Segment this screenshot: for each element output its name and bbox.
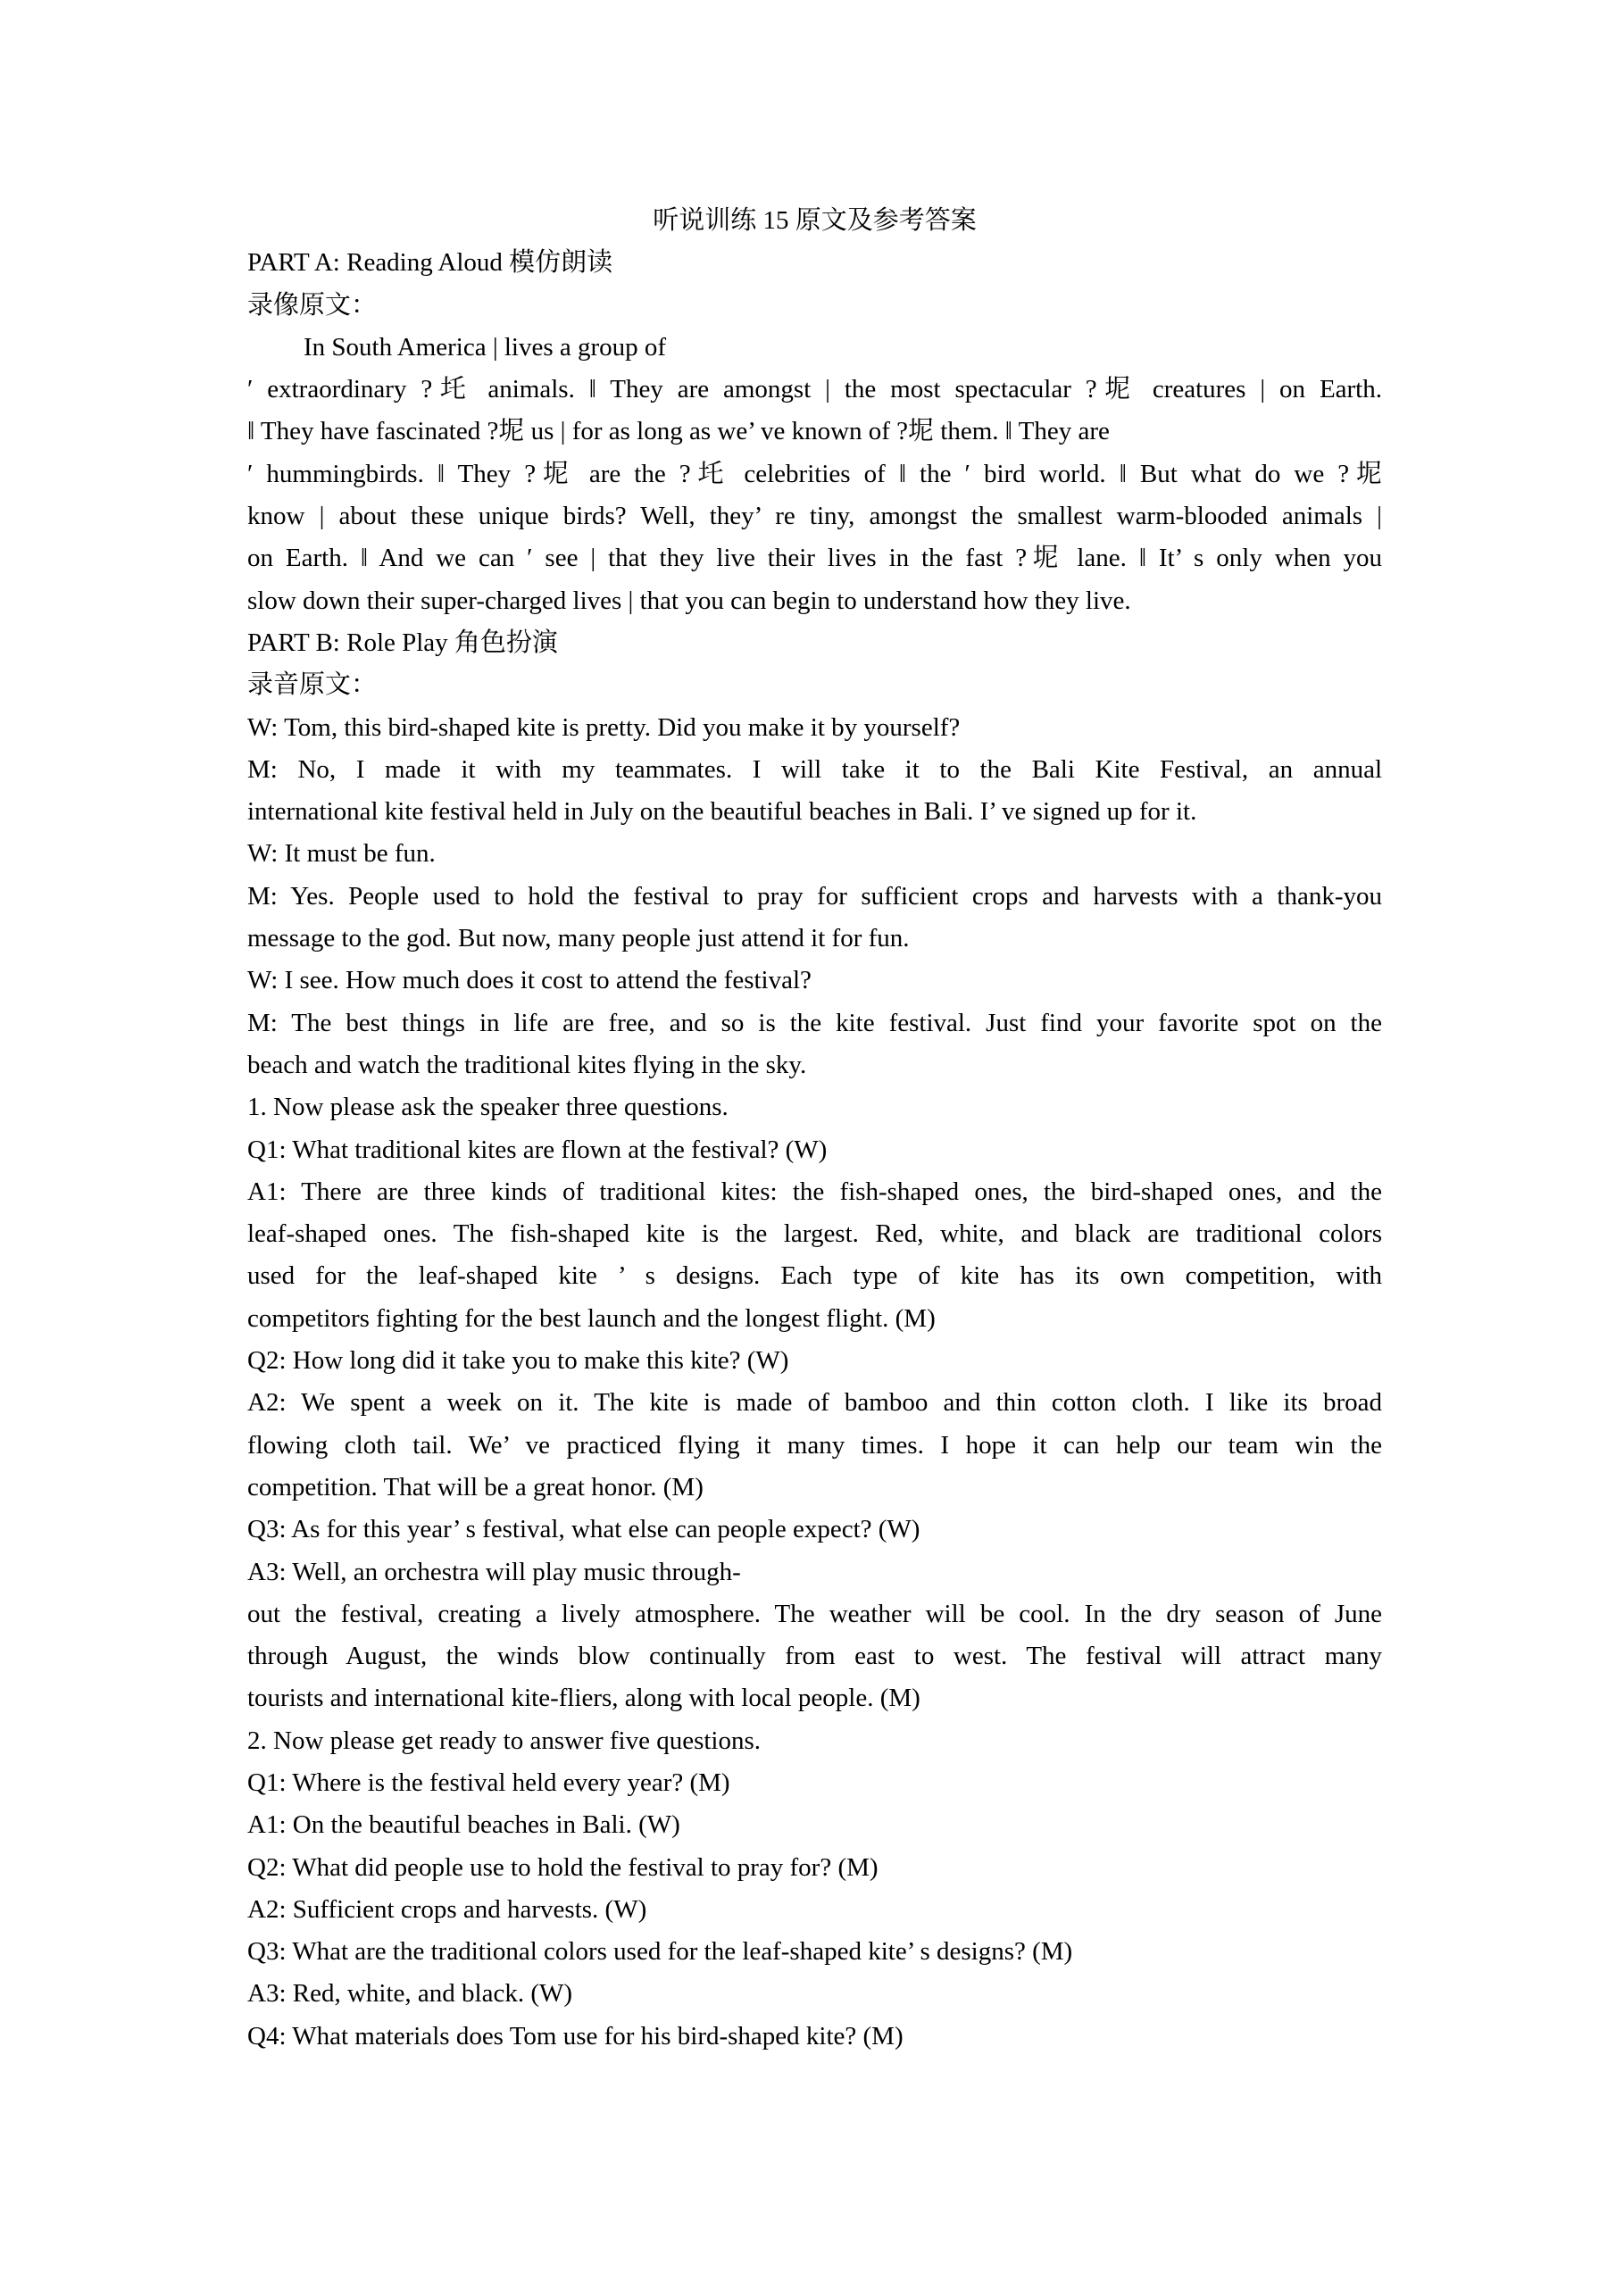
text-line: A2: Sufficient crops and harvests. (W) [247,1894,647,1924]
text-line: PART B: Role Play 角色扮演 [247,628,558,657]
text-line: ′ extraordinary ?圫 animals. ‖ They are amongst | the most spectacular ?坭 creatures | on Earth. [247,375,1382,404]
text-line: used for the leaf-shaped kite ’ s designs. Each type of kite has its own competition, with [247,1261,1382,1291]
text-line: 1. Now please ask the speaker three questions. [247,1093,729,1122]
document-title: 听说训练 15 原文及参考答案 [653,206,977,235]
text-line: ′ hummingbirds. ‖ They ?坭 are the ?圫 celebrities of ‖ the ′ bird world. ‖ But what do we ?坭 [247,459,1382,488]
text-line: tourists and international kite-fliers, along with local people. (M) [247,1684,920,1713]
text-line: A1: On the beautiful beaches in Bali. (W) [247,1810,680,1840]
text-line: message to the god. But now, many people just attend it for fun. [247,924,910,953]
text-line: 录音原文： [247,670,378,700]
text-line: ‖ They have fascinated ?坭 us | for as long as we’ ve known of ?坭 them. ‖ They are [247,417,1110,446]
document-body [247,200,1382,2058]
text-line: Q3: As for this year’ s festival, what else can people expect? (W) [247,1515,920,1544]
text-line: slow down their super-charged lives | that you can begin to understand how they live. [247,586,1131,615]
text-line: In South America | lives a group of [304,332,667,362]
text-line: M: Yes. People used to hold the festival to pray for sufficient crops and harvests with a thank-you [247,881,1382,911]
text-line: flowing cloth tail. We’ ve practiced flying it many times. I hope it can help our team win the [247,1430,1382,1460]
text-line: 录像原文： [247,290,378,320]
text-line: Q3: What are the traditional colors used for the leaf-shaped kite’ s designs? (M) [247,1937,1073,1967]
text-line: Q2: How long did it take you to make this kite? (W) [247,1346,789,1376]
text-line: Q1: Where is the festival held every year? (M) [247,1768,730,1797]
text-line: M: The best things in life are free, and so is the kite festival. Just find your favorite spot on the [247,1008,1382,1037]
text-line: PART A: Reading Aloud 模仿朗读 [247,248,613,278]
text-line: W: Tom, this bird-shaped kite is pretty. Did you make it by yourself? [247,712,961,742]
text-line: A3: Red, white, and black. (W) [247,1979,573,2009]
text-line: on Earth. ‖ And we can ′ see | that they live their lives in the fast ?坭 lane. ‖ It’ s only when you [247,544,1382,573]
text-line: A2: We spent a week on it. The kite is made of bamboo and thin cotton cloth. I like its broad [247,1388,1382,1418]
text-line: international kite festival held in July on the beautiful beaches in Bali. I’ ve signed up for it. [247,797,1197,827]
text-line: competition. That will be a great honor. (M) [247,1472,704,1502]
text-line: through August, the winds blow continually from east to west. The festival will attract many [247,1642,1382,1671]
text-line: A3: Well, an orchestra will play music through- [247,1557,741,1586]
text-line: M: No, I made it with my teammates. I will take it to the Bali Kite Festival, an annual [247,754,1382,784]
text-line: competitors fighting for the best launch and the longest flight. (M) [247,1303,936,1333]
text-line: 2. Now please get ready to answer five questions. [247,1726,762,1755]
text-line: A1: There are three kinds of traditional kites: the fish-shaped ones, the bird-shaped ones, and the [247,1177,1382,1206]
text-line: out the festival, creating a lively atmosphere. The weather will be cool. In the dry season of June [247,1599,1382,1628]
text-line: W: It must be fun. [247,839,436,869]
text-line: leaf-shaped ones. The fish-shaped kite is the largest. Red, white, and black are traditional colors [247,1219,1382,1249]
text-line: Q2: What did people use to hold the festival to pray for? (M) [247,1852,879,1882]
text-line: W: I see. How much does it cost to attend the festival? [247,966,812,995]
text-line: Q4: What materials does Tom use for his bird-shaped kite? (M) [247,2021,904,2051]
text-line: know | about these unique birds? Well, they’ re tiny, amongst the smallest warm-blooded animals | [247,502,1382,531]
text-line: beach and watch the traditional kites flying in the sky. [247,1050,807,1079]
text-line: Q1: What traditional kites are flown at the festival? (W) [247,1135,828,1164]
